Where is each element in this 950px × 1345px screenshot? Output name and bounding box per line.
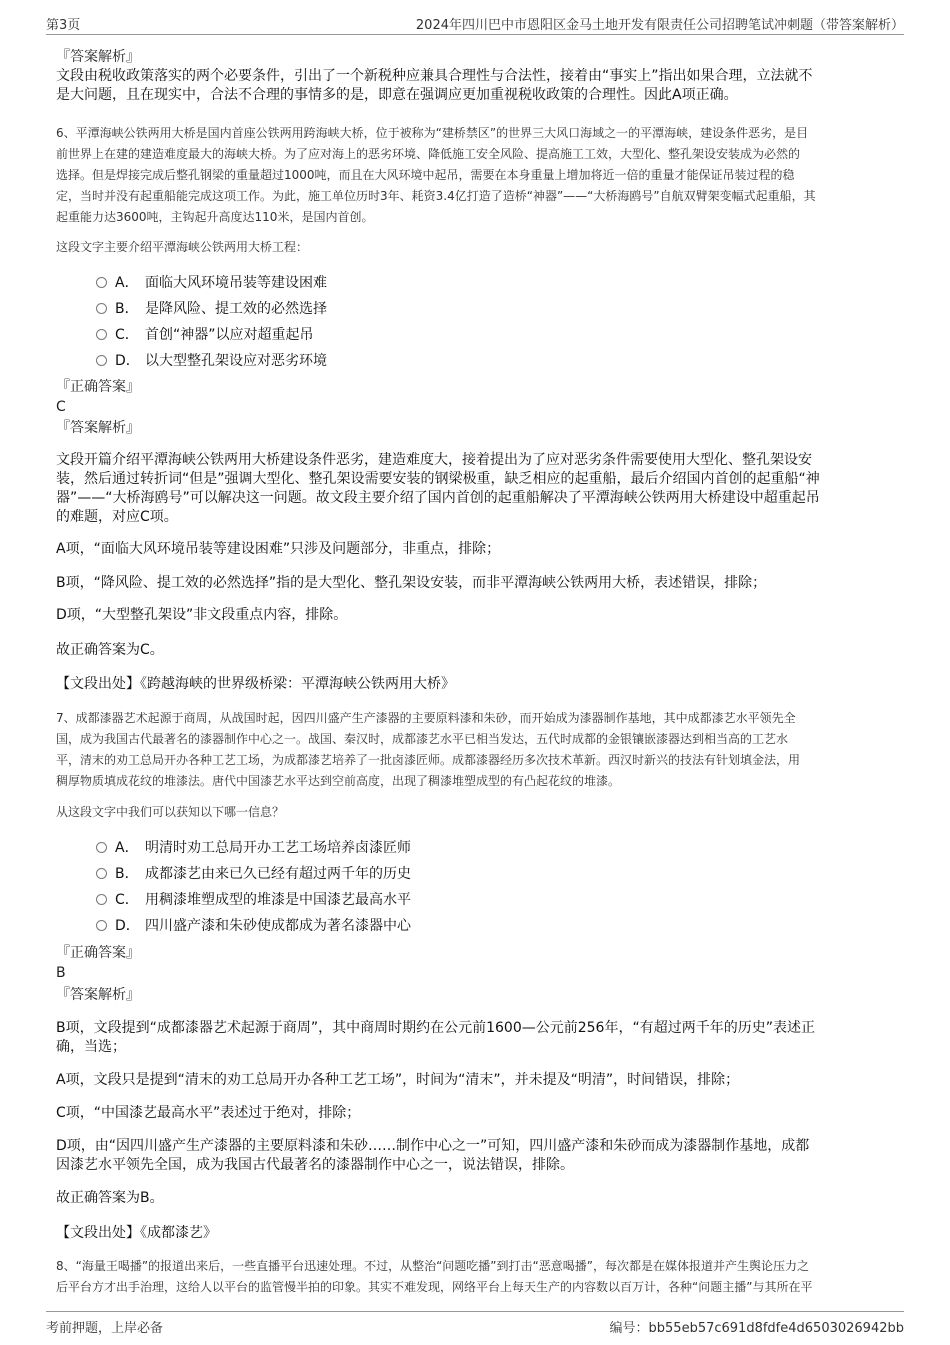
radio-icon[interactable]	[96, 303, 107, 314]
q6-option-c[interactable]: C． 首创“神器”以应对超重起吊	[96, 322, 870, 348]
q6-correct-label: 『正确答案』	[56, 379, 140, 395]
q7-passage-line: 7、成都漆器艺术起源于商周，从战国时起，因四川盛产生产漆器的主要原料漆和朱砂，而开始成为漆器制作基地，其中成都漆艺水平领先全	[56, 711, 796, 725]
document-title: 2024年四川巴中市恩阳区金马土地开发有限责任公司招聘笔试冲刺题（带答案解析）	[415, 18, 904, 33]
q7-passage-line: 国，成为我国古代最著名的漆器制作中心之一。战国、秦汉时，成都漆艺水平已相当发达，五代时成都的金银镶嵌漆器达到相当高的工艺水	[56, 732, 789, 746]
q6-note-d: D项，“大型整孔架设”非文段重点内容，排除。	[56, 607, 348, 623]
footer-slogan: 考前押题，上岸必备	[46, 1321, 164, 1336]
q7-note-b-line: 确，当选；	[56, 1039, 126, 1055]
radio-icon[interactable]	[96, 355, 107, 366]
q5-analysis-label: 『答案解析』	[56, 49, 140, 65]
q7-correct-answer: B	[56, 965, 66, 981]
q7-analysis-label: 『答案解析』	[56, 987, 140, 1003]
q7-option-a[interactable]: A． 明清时劝工总局开办工艺工场培养卤漆匠师	[96, 835, 870, 861]
q6-option-a[interactable]: A． 面临大风环境吊装等建设困难	[96, 270, 870, 296]
q6-passage-line: 起重能力达3600吨，主钩起升高度达110米，是国内首创。	[56, 210, 374, 224]
q7-conclusion: 故正确答案为B。	[56, 1190, 164, 1206]
q7-question: 从这段文字中我们可以获知以下哪一信息？	[56, 805, 285, 819]
q5-analysis-line: 是大问题，且在现实中，合法不合理的事情多的是，即意在强调应更加重视税收政策的合理性。因此A项正确。	[56, 87, 738, 103]
q6-conclusion: 故正确答案为C。	[56, 642, 164, 658]
q5-analysis-line: 文段由税收政策落实的两个必要条件，引出了一个新税种应兼具合理性与合法性，接着由“事实上”指出如果合理，立法就不	[56, 68, 813, 84]
q6-question: 这段文字主要介绍平潭海峡公铁两用大桥工程：	[56, 240, 309, 254]
radio-icon[interactable]	[96, 920, 107, 931]
q6-option-b[interactable]: B． 是降风险、提工效的必然选择	[96, 296, 870, 322]
q7-source: 【文段出处】《成都漆艺》	[56, 1225, 217, 1241]
q6-analysis-line: 的难题，对应C项。	[56, 509, 178, 525]
radio-icon[interactable]	[96, 329, 107, 340]
q6-passage-line: 定，当时并没有起重船能完成这项工作。为此，施工单位历时3年、耗资3.4亿打造了造桥“神器”——“大桥海鸥号”自航双臂架变幅式起重船，其	[56, 189, 816, 203]
q7-options	[96, 835, 870, 939]
q6-note-b: B项，“降风险、提工效的必然选择”指的是大型化、整孔架设安装，而非平潭海峡公铁两用大桥，表述错误，排除；	[56, 575, 767, 591]
q7-correct-label: 『正确答案』	[56, 945, 140, 961]
q6-options	[96, 270, 870, 374]
q7-option-d[interactable]: D． 四川盛产漆和朱砂使成都成为著名漆器中心	[96, 913, 870, 939]
page-header	[46, 10, 904, 35]
q6-passage	[56, 123, 886, 228]
q7-passage-line: 稠厚物质填成花纹的堆漆法。唐代中国漆艺水平达到空前高度，出现了稠漆堆塑成型的有凸起花纹的堆漆。	[56, 774, 621, 788]
q7-passage	[56, 708, 886, 792]
q6-analysis-label: 『答案解析』	[56, 420, 140, 436]
q7-note-b	[56, 1019, 886, 1057]
q6-correct-answer: C	[56, 399, 66, 415]
q6-passage-line: 选择。但是焊接完成后整孔钢梁的重量超过1000吨，而且在大风环境中起吊，需要在本身重量上增加将近一倍的重量才能保证吊装过程的稳	[56, 168, 795, 182]
footer-serial: 编号：bb55eb57c691d8fdfe4d6503026942bb	[609, 1321, 904, 1336]
page-footer	[46, 1311, 904, 1336]
q8-passage-line: 后平台方才出手治理，这给人以平台的监管慢半拍的印象。其实不难发现，网络平台上每天生产的内容数以百万计，各种“问题主播”与其所在平	[56, 1280, 813, 1294]
q6-note-a: A项，“面临大风环境吊装等建设困难”只涉及问题部分，非重点，排除；	[56, 541, 501, 557]
q8-passage	[56, 1256, 886, 1298]
radio-icon[interactable]	[96, 868, 107, 879]
radio-icon[interactable]	[96, 894, 107, 905]
q6-option-d[interactable]: D． 以大型整孔架设应对恶劣环境	[96, 348, 870, 374]
q5-analysis	[56, 67, 886, 105]
q6-analysis-line: 器”——“大桥海鸥号”可以解决这一问题。故文段主要介绍了国内首创的起重船解决了平潭海峡公铁两用大桥建设中超重起吊	[56, 490, 820, 506]
q8-passage-line: 8、“海量王喝播”的报道出来后，一些直播平台迅速处理。不过，从整治“问题吃播”到打击“恶意喝播”，每次都是在媒体报道并产生舆论压力之	[56, 1259, 809, 1273]
q7-option-c[interactable]: C． 用稠漆堆塑成型的堆漆是中国漆艺最高水平	[96, 887, 870, 913]
q7-note-d-line: 因漆艺水平领先全国，成为我国古代最著名的漆器制作中心之一，说法错误，排除。	[56, 1157, 574, 1173]
q6-passage-line: 前世界上在建的建造难度最大的海峡大桥。为了应对海上的恶劣环境、降低施工安全风险、提高施工工效，大型化、整孔架设安装成为必然的	[56, 147, 801, 161]
page-number: 第3页	[46, 18, 81, 33]
q7-passage-line: 平，清末的劝工总局开办各种工艺工场，为成都漆艺培养了一批卤漆匠师。成都漆器经历多次技术革新。西汉时新兴的技法有针划填金法，用	[56, 753, 801, 767]
q7-note-b-line: B项，文段提到“成都漆器艺术起源于商周”，其中商周时期约在公元前1600—公元前256年，“有超过两千年的历史”表述正	[56, 1020, 815, 1036]
q6-source: 【文段出处】《跨越海峡的世界级桥梁：平潭海峡公铁两用大桥》	[56, 676, 455, 692]
q6-analysis-line: 装，然后通过转折词“但是”强调大型化、整孔架设需要安装的钢梁极重，缺乏相应的起重船，最后介绍国内首创的起重船“神	[56, 471, 820, 487]
radio-icon[interactable]	[96, 842, 107, 853]
q6-analysis-line: 文段开篇介绍平潭海峡公铁两用大桥建设条件恶劣，建造难度大，接着提出为了应对恶劣条件需要使用大型化、整孔架设安	[56, 452, 812, 468]
q7-note-d	[56, 1137, 886, 1175]
radio-icon[interactable]	[96, 277, 107, 288]
q7-note-d-line: D项，由“因四川盛产生产漆器的主要原料漆和朱砂……制作中心之一”可知，四川盛产漆和朱砂而成为漆器制作基地，成都	[56, 1138, 810, 1154]
q7-option-b[interactable]: B． 成都漆艺由来已久已经有超过两千年的历史	[96, 861, 870, 887]
q7-note-c: C项，“中国漆艺最高水平”表述过于绝对，排除；	[56, 1105, 361, 1121]
q6-passage-line: 6、平潭海峡公铁两用大桥是国内首座公铁两用跨海峡大桥，位于被称为“建桥禁区”的世界三大风口海域之一的平潭海峡，建设条件恶劣，是目	[56, 126, 809, 140]
q7-note-a: A项，文段只是提到“清末的劝工总局开办各种工艺工场”，时间为“清末”，并未提及“明清”，时间错误，排除；	[56, 1072, 740, 1088]
q6-analysis	[56, 451, 886, 527]
